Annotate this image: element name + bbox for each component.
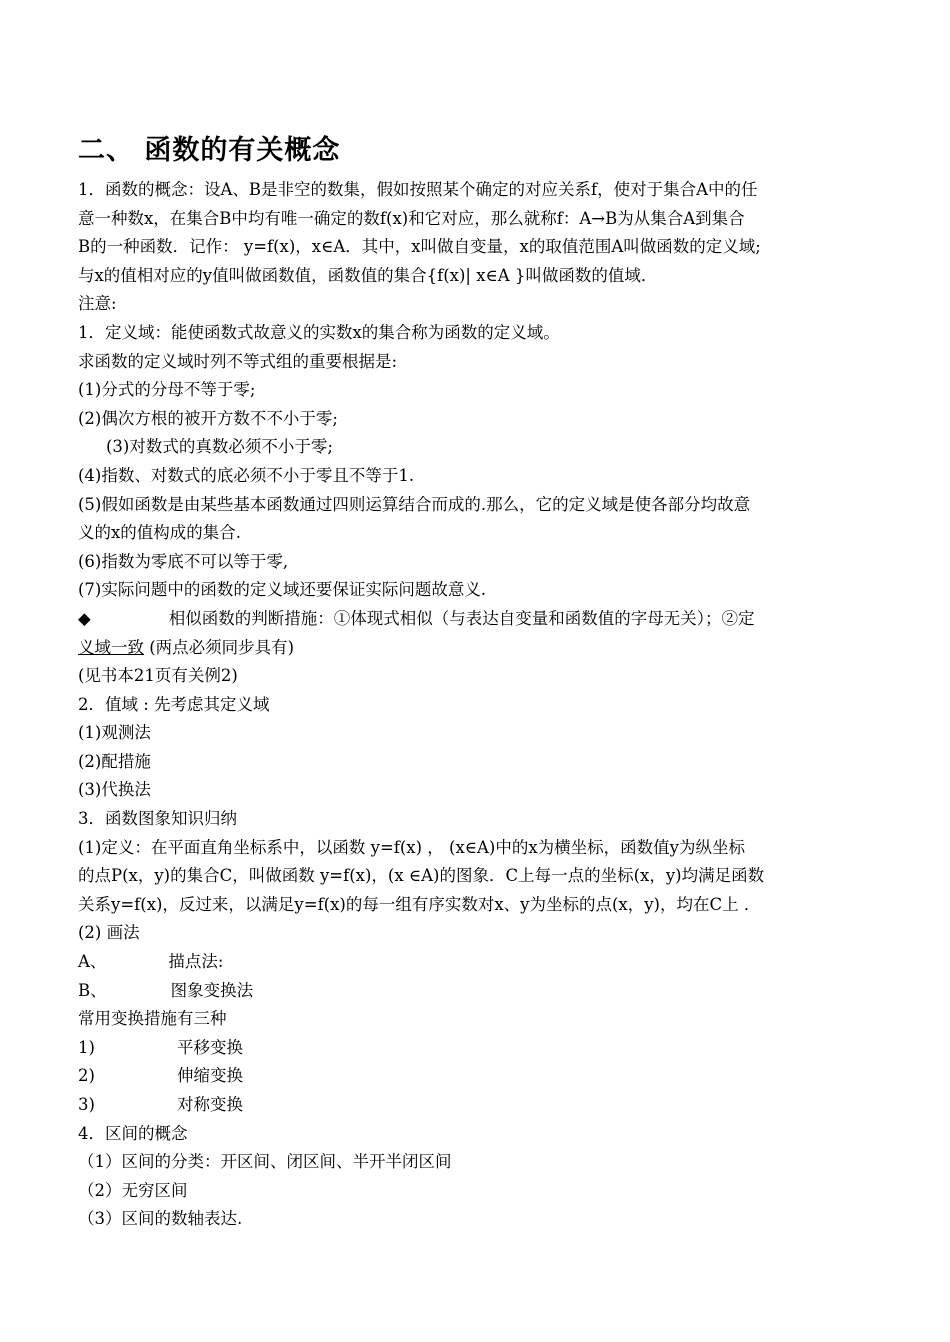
common-transform-line: 常用变换措施有三种 xyxy=(78,1009,227,1029)
both-required-text: (两点必须同步具有) xyxy=(144,637,295,657)
interval-line: （3）区间的数轴表达. xyxy=(78,1209,243,1229)
text-line: (见书本21页有关例2) xyxy=(78,666,238,686)
text-line: 意一种数x，在集合B中均有唯一确定的数f(x)和它对应，那么就称f：A→B为从集合A到集合 xyxy=(78,208,745,228)
transform-item-text: 对称变换 xyxy=(176,1095,243,1114)
similar-function-text: 相似函数的判断措施：①体现式相似（与表达自变量和函数值的字母无关）；②定 xyxy=(168,608,755,628)
method-b-text: 图象变换法 xyxy=(170,980,254,1000)
text-line: (3)代换法 xyxy=(78,780,151,800)
interval-line: （2）无穷区间 xyxy=(78,1180,188,1200)
text-line: (4)指数、对数式的底必须不小于零且不等于1. xyxy=(78,465,415,485)
text-line: (7)实际问题中的函数的定义域还要保证实际问题故意义. xyxy=(78,580,487,600)
text-line: 1．函数的概念：设A、B是非空的数集，假如按照某个确定的对应关系f，使对于集合A中的任 xyxy=(78,180,758,199)
diamond-bullet-icon: ◆ xyxy=(78,608,91,628)
transform-item-label: 2) xyxy=(78,1066,95,1086)
drawing-method-heading: (2) 画法 xyxy=(78,923,140,943)
method-a-line xyxy=(78,948,878,977)
graph-definition-line: (1)定义：在平面直角坐标系中，以函数 y=f(x) ， (x∈A)中的x为横坐标，函数值y为纵坐标 xyxy=(78,837,745,857)
interval-heading: 4．区间的概念 xyxy=(78,1123,188,1143)
text-line: 义的x的值构成的集合. xyxy=(78,523,242,543)
text-line: (3)对数式的真数必须不小于零; xyxy=(106,437,333,457)
text-line: 1．定义域：能使函数式故意义的实数x的集合称为函数的定义域。 xyxy=(78,322,560,342)
method-a-text: 描点法: xyxy=(168,952,224,972)
text-line: (1)分式的分母不等于零; xyxy=(78,380,256,400)
transform-item-label: 3) xyxy=(78,1095,95,1114)
graph-definition-line: 关系y=f(x)，反过来，以满足y=f(x)的每一组有序实数对x、y为坐标的点(x，y)，均在C上 ． xyxy=(78,894,761,914)
text-line: 2．值域 : 先考虑其定义域 xyxy=(78,694,270,714)
transform-item xyxy=(78,1034,878,1063)
text-line: 求函数的定义域时列不等式组的重要根据是: xyxy=(78,351,398,371)
graph-definition-line: 的点P(x，y)的集合C，叫做函数 y=f(x)，(x ∈A)的图象．C上每一点的坐标(x，y)均满足函数 xyxy=(78,866,765,886)
domain-consistent-text: 义域一致 xyxy=(78,637,144,657)
text-line: (1)观测法 xyxy=(78,723,151,743)
interval-line: （1）区间的分类：开区间、闭区间、半开半闭区间 xyxy=(78,1152,452,1172)
text-line: 与x的值相对应的y值叫做函数值，函数值的集合{f(x)| x∈A }叫做函数的值域． xyxy=(78,265,658,285)
method-b-label: B、 xyxy=(78,980,107,1000)
text-line: 3．函数图象知识归纳 xyxy=(78,809,237,829)
transform-item xyxy=(78,1091,878,1120)
text-line: (5)假如函数是由某些基本函数通过四则运算结合而成的.那么，它的定义域是使各部分均故意 xyxy=(78,494,751,514)
similar-function-line-2 xyxy=(78,634,878,663)
text-line: (2)偶次方根的被开方数不不小于零; xyxy=(78,408,338,428)
transform-item-text: 伸缩变换 xyxy=(176,1066,243,1086)
similar-function-line xyxy=(78,605,878,634)
text-line: 注意: xyxy=(78,294,117,314)
method-a-label: A、 xyxy=(78,952,107,972)
document-body xyxy=(78,176,878,1234)
text-line: (2)配措施 xyxy=(78,751,151,771)
section-title: 二、 函数的有关概念 xyxy=(78,135,341,166)
method-b-line xyxy=(78,977,878,1006)
transform-item xyxy=(78,1062,878,1091)
transform-item-text: 平移变换 xyxy=(176,1037,243,1057)
text-line: B的一种函数．记作： y=f(x)，x∈A．其中，x叫做自变量，x的取值范围A叫做函数的定义域; xyxy=(78,237,761,257)
transform-item-label: 1) xyxy=(78,1037,95,1057)
text-line: (6)指数为零底不可以等于零, xyxy=(78,551,289,571)
